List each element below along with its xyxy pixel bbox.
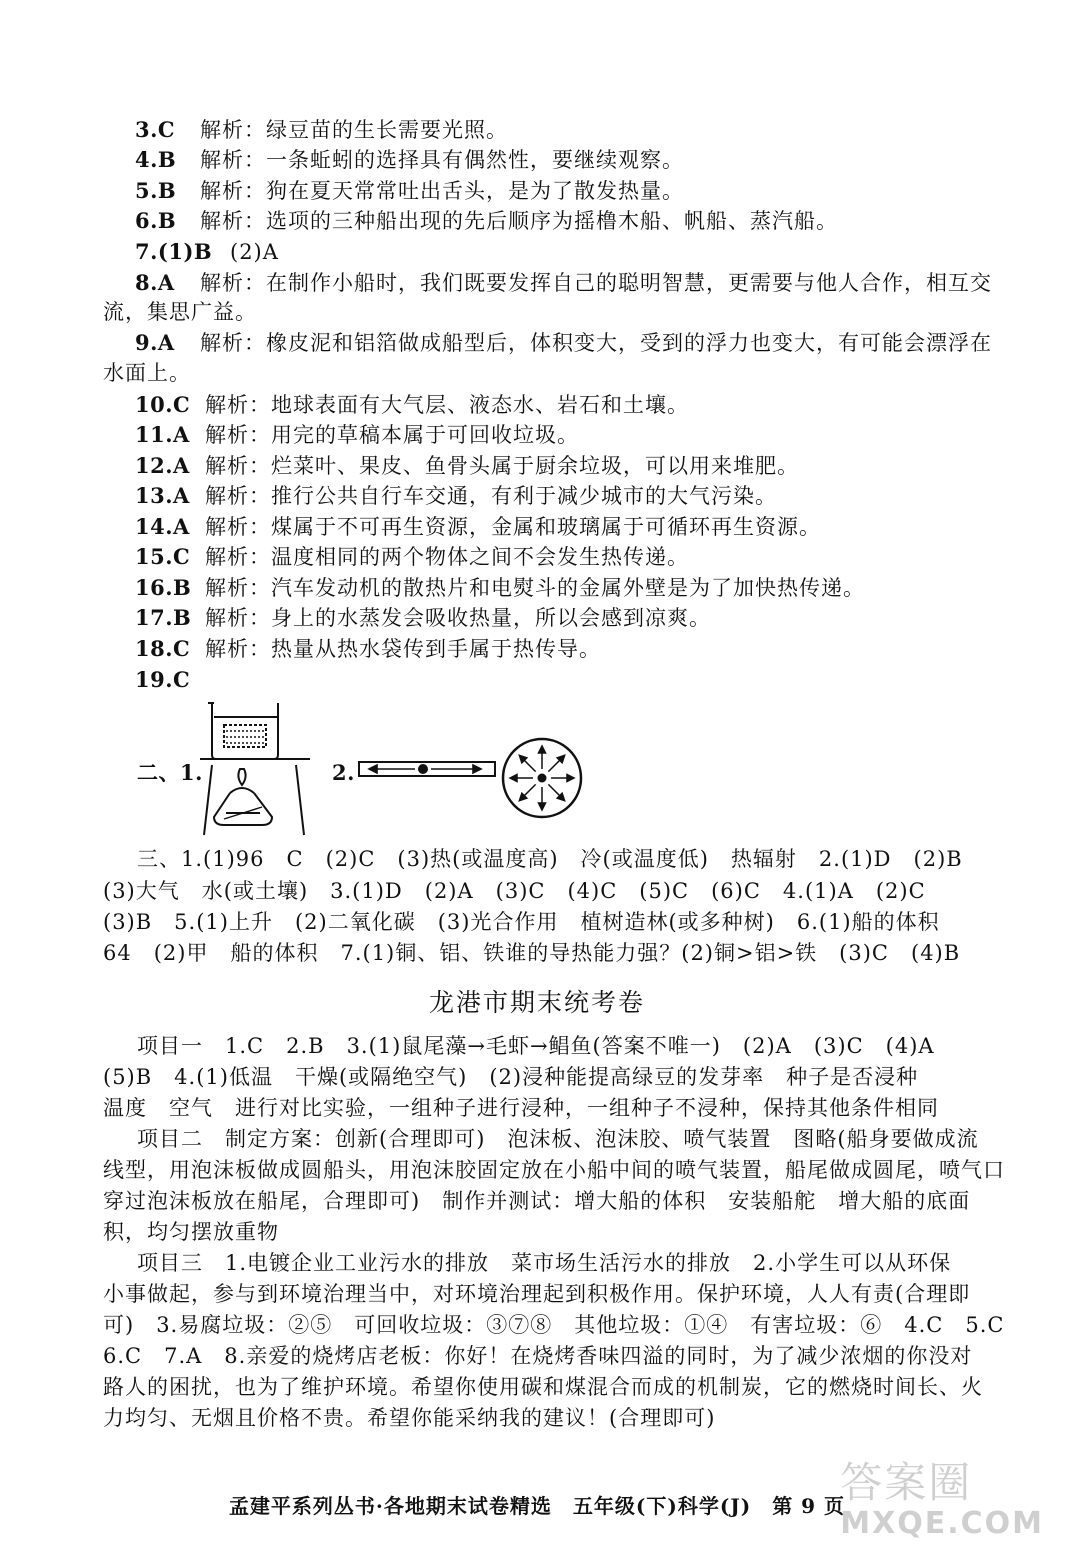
answer-number: 12.A [135,453,190,478]
heat-arrow-head [539,803,546,810]
section3-text: (3)B 5.(1)上升 (2)二氧化碳 (3)光合作用 植树造林(或多种树) 6.(1)船的体积 [103,910,940,934]
project-text: 穿过泡沫板放在船尾，合理即可) 制作并测试：增大船的体积 安装船舵 增大船的底面 [103,1189,971,1213]
answer-number: 14.A [135,514,190,539]
metal-disc-heat-diagram [499,735,585,821]
answer-number: 5.B [135,178,177,203]
answer-number: 15.C [135,544,191,569]
answer-explanation: 解析：橡皮泥和铝箔做成船型后，体积变大，受到的浮力也变大，有可能会漂浮在 [200,331,992,355]
project-text: (5)B 4.(1)低温 干燥(或隔绝空气) (2)浸种能提高绿豆的发芽率 种子是否浸种 [103,1065,919,1089]
answer-explanation: 解析：用完的草稿本属于可回收垃圾。 [205,423,579,447]
answer-explanation: 解析：在制作小船时，我们既要发挥自己的聪明智慧，更需要与他人合作，相互交 [200,271,992,295]
exam-title: 龙港市期末统考卷 [428,988,645,1017]
answer-number: 3.C [135,117,176,142]
project-text: 项目二 制定方案：创新(合理即可) 泡沫板、泡沫胶、喷气装置 图略(船身要做成流 [137,1127,979,1151]
section3-text: 64 (2)甲 船的体积 7.(1)铜、铝、铁谁的导热能力强？(2)铜>铝>铁 (3)C (4)B [103,941,961,965]
answer-number: 7.(1)B [135,239,213,264]
page-footer: 孟建平系列丛书·各地期末试卷精选 五年级(下)科学(J) 第 9 页 [228,1494,846,1518]
answer-number: 11.A [135,422,190,447]
answer-number: 16.B [135,575,192,600]
answer-number: 18.C [135,636,191,661]
heat-arrow-head [567,775,574,782]
answer-explanation: 水面上。 [103,361,191,385]
answer-explanation: 解析：选项的三种船出现的先后顺序为摇橹木船、帆船、蒸汽船。 [200,209,838,233]
project-text: 积，均匀摆放重物 [103,1220,279,1244]
answer-number: 17.B [135,605,192,630]
project-text: 线型，用泡沫板做成圆船头，用泡沫胶固定放在小船中间的喷气装置，船尾做成圆尾，喷气口 [103,1158,1005,1182]
project-text: 可) 3.易腐垃圾：②⑤ 可回收垃圾：③⑦⑧ 其他垃圾：①④ 有害垃圾：⑥ 4.C 5.C [103,1313,1005,1337]
answer-explanation: 流，集思广益。 [103,300,257,324]
project-text: 小事做起，参与到环境治理当中，对环境治理起到积极作用。保护环境，人人有责(合理即 [103,1282,971,1306]
answer-explanation: (2)A [230,240,279,264]
answer-number: 4.B [135,147,177,172]
heat-arrow-head [510,775,517,782]
project-text: 温度 空气 进行对比实验，一组种子进行浸种，一组种子不浸种，保持其他条件相同 [103,1096,939,1120]
answer-number: 13.A [135,483,190,508]
project-text: 路人的困扰，也为了维护环境。希望你使用碳和煤混合而成的机制炭，它的燃烧时间长、火 [103,1375,983,1399]
answer-explanation: 解析：绿豆苗的生长需要光照。 [200,118,508,142]
project-text: 6.C 7.A 8.亲爱的烧烤店老板：你好！在烧烤香味四溢的同时，为了减少浓烟的你没对 [103,1344,973,1368]
watermark-en: MXQE.COM [840,1506,1044,1541]
section3-text: 三、1.(1)96 C (2)C (3)热(或温度高) 冷(或温度低) 热辐射 2.(1)D (2)B [137,847,963,871]
answer-explanation: 解析：温度相同的两个物体之间不会发生热传递。 [205,545,689,569]
answer-explanation: 解析：烂菜叶、果皮、鱼骨头属于厨余垃圾，可以用来堆肥。 [205,454,799,478]
answer-explanation: 解析：狗在夏天常常吐出舌头，是为了散发热量。 [200,179,684,203]
heat-arrow-head [539,746,546,753]
project-text: 力均匀、无烟且价格不贵。希望你能采纳我的建议！(合理即可) [103,1406,716,1430]
answer-explanation: 解析：地球表面有大气层、液态水、岩石和土壤。 [205,393,689,417]
answer-explanation: 解析：推行公共自行车交通，有利于减少城市的大气污染。 [205,484,777,508]
answer-explanation: 解析：汽车发动机的散热片和电熨斗的金属外壁是为了加快热传递。 [205,576,865,600]
project-text: 项目一 1.C 2.B 3.(1)鼠尾藻→毛虾→鲳鱼(答案不唯一) (2)A (3)C (4)A [137,1034,935,1058]
answer-explanation: 解析：一条蚯蚓的选择具有偶然性，要继续观察。 [200,148,684,172]
answer-number: 10.C [135,392,191,417]
section2-label: 二、1. [137,760,203,785]
answer-number: 19.C [135,667,191,692]
watermark-cn: 答案圈 [840,1458,973,1507]
project-text: 项目三 1.电镀企业工业污水的排放 菜市场生活污水的排放 2.小学生可以从环保 [137,1251,952,1275]
answer-explanation: 解析：煤属于不可再生资源，金属和玻璃属于可循环再生资源。 [205,515,821,539]
answer-number: 8.A [135,270,175,295]
beaker-heating-diagram [190,695,320,840]
section3-text: (3)大气 水(或土壤) 3.(1)D (2)A (3)C (4)C (5)C (6)C 4.(1)A (2)C [103,879,926,903]
answer-explanation: 解析：身上的水蒸发会吸收热量，所以会感到凉爽。 [205,606,711,630]
answer-explanation: 解析：热量从热水袋传到手属于热传导。 [205,637,601,661]
answer-number: 9.A [135,330,175,355]
metal-rod-heat-diagram [357,756,497,782]
watermark-logo [840,1450,1044,1541]
answer-number: 6.B [135,208,177,233]
section2-label: 2. [332,760,355,785]
